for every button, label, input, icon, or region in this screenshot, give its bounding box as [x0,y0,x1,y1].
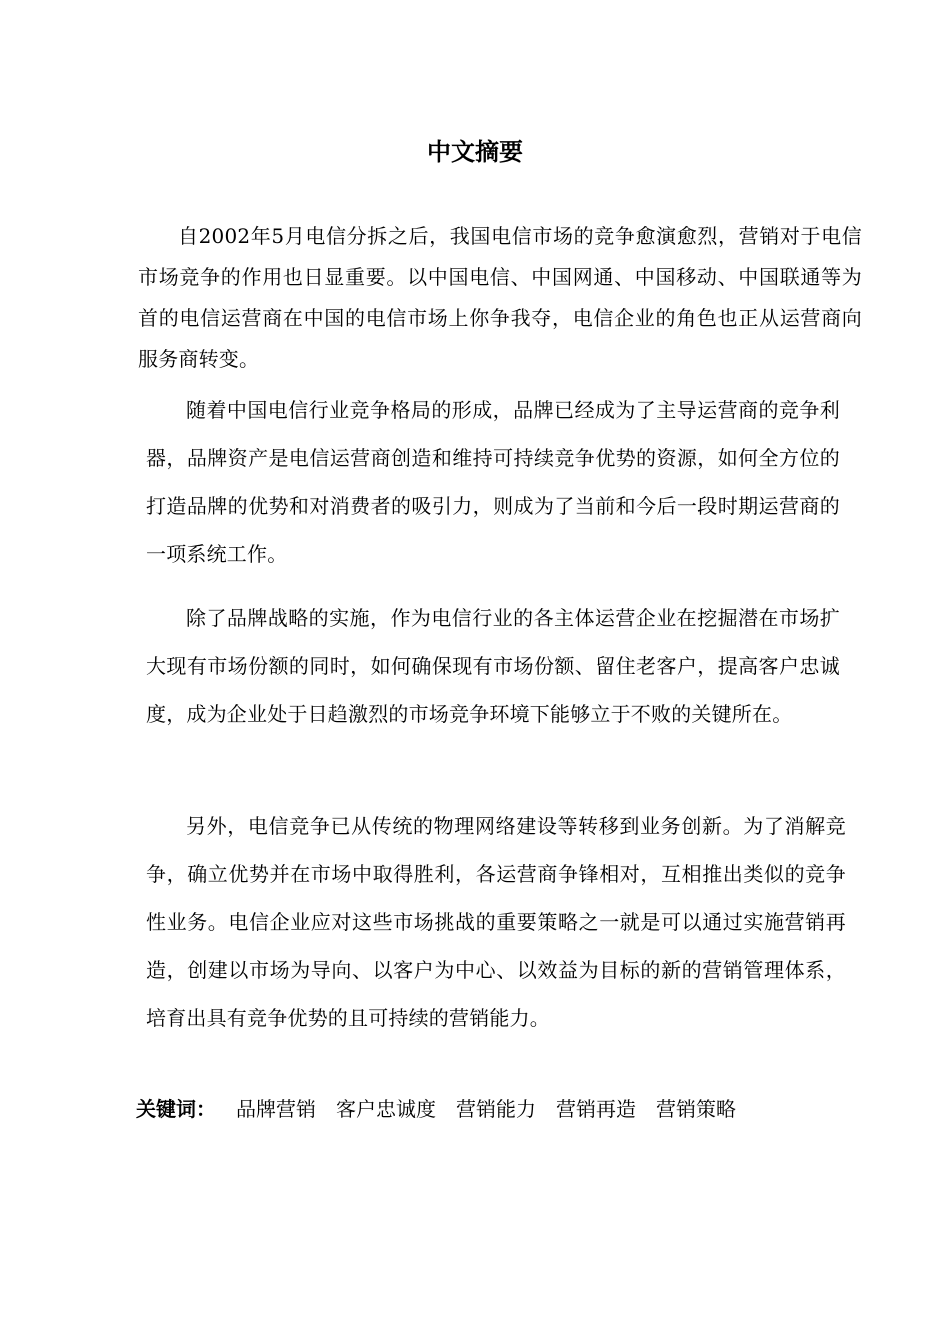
page-title: 中文摘要 [427,138,523,166]
keyword-item: 营销策略 [656,1097,736,1121]
keywords-line [136,1092,736,1126]
keyword-item: 营销能力 [456,1097,536,1121]
keyword-item: 品牌营销 [236,1097,316,1121]
keyword-item: 客户忠诚度 [336,1097,436,1121]
abstract-paragraph-4: 另外，电信竞争已从传统的物理网络建设等转移到业务创新。为了消解竞争，确立优势并在市场中取得胜利，各运营商争锋相对，互相推出类似的竞争性业务。电信企业应对这些市场挑战的重要策略之一就是可以通过实施营销再造，创建以市场为导向、以客户为中心、以效益为目标的新的营销管理体系，培育出具有竞争优势的且可持续的营销能力。 [146,814,846,1030]
keywords-label: 关键词： [136,1097,216,1121]
keyword-item: 营销再造 [556,1097,636,1121]
abstract-paragraph-3: 除了品牌战略的实施，作为电信行业的各主体运营企业在挖掘潜在市场扩大现有市场份额的同时，如何确保现有市场份额、留住老客户，提高客户忠诚度，成为企业处于日趋激烈的市场竞争环境下能够立于不败的关键所在。 [146,606,840,726]
abstract-paragraph-1: 自2002年5月电信分拆之后，我国电信市场的竞争愈演愈烈，营销对于电信市场竞争的作用也日显重要。以中国电信、中国网通、中国移动、中国联通等为首的电信运营商在中国的电信市场上你争我夺，电信企业的角色也正从运营商向服务商转变。 [138,224,862,371]
abstract-paragraph-2: 随着中国电信行业竞争格局的形成，品牌已经成为了主导运营商的竞争利器，品牌资产是电信运营商创造和维持可持续竞争优势的资源，如何全方位的打造品牌的优势和对消费者的吸引力，则成为了当前和今后一段时期运营商的一项系统工作。 [146,398,840,566]
